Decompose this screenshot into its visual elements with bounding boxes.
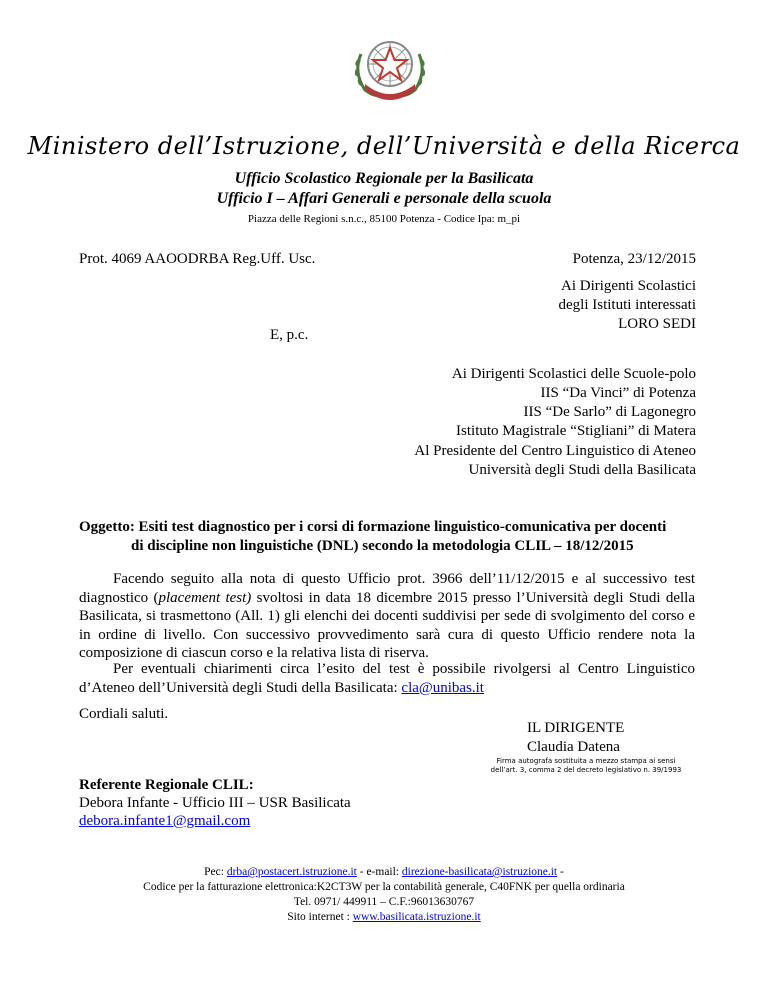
- recipient-line: LORO SEDI: [618, 316, 696, 332]
- greeting: Cordiali saluti.: [79, 706, 169, 722]
- body-paragraph-2: [79, 660, 695, 697]
- recipient-line: Ai Dirigenti Scolastici: [561, 278, 696, 294]
- footer-phone: Tel. 0971/ 449911 – C.F.:96013630767: [293, 896, 475, 908]
- recipients-group-2: [452, 365, 696, 441]
- referent-email-wrap: [79, 813, 250, 830]
- referent-heading: Referente Regionale CLIL:: [79, 777, 254, 793]
- footer-email-link[interactable]: direzione-basilicata@istruzione.it: [401, 866, 558, 878]
- recipient-line: IIS “De Sarlo” di Lagonegro: [523, 404, 696, 420]
- footer-site-label: Sito internet :: [287, 911, 353, 923]
- recipients-group-3: [414, 442, 696, 480]
- office-line-2: Ufficio I – Affari Generali e personale della scuola: [216, 190, 552, 207]
- protocol-number: Prot. 4069 AAOODRBA Reg.Uff. Usc.: [79, 251, 316, 267]
- p1-text-b: svoltosi in data 18 dicembre 2015 presso l’Università degli Studi della Basilicata, si trasmettono (All. 1) gli elenchi dei docenti suddivisi per sede di svolgimento del corso e in ordine di livello. Con successivo provvedimento sarà cura di questo Ufficio rendere nota la composizione di ciascun corso e la relativa lista di riserva.: [79, 589, 695, 661]
- footer-contacts: [0, 865, 768, 879]
- referent-email-link[interactable]: debora.infante1@gmail.com: [79, 813, 251, 829]
- emblem-ribbon-text: REPUBBLICA ITALIAN: [369, 82, 416, 97]
- signatory-title: IL DIRIGENTE: [527, 720, 625, 736]
- office-address: Piazza delle Regioni s.n.c., 85100 Potenza - Codice Ipa: m_pi: [247, 213, 521, 225]
- footer-pec-link[interactable]: drba@postacert.istruzione.it: [226, 866, 357, 878]
- footer-billing: Codice per la fatturazione elettronica:K2CT3W per la contabilità generale, C40FNK per quella ordinaria: [143, 881, 625, 893]
- subject-line-2: di discipline non linguistiche (DNL) secondo la metodologia CLIL – 18/12/2015: [131, 538, 634, 554]
- signature-note: [470, 757, 702, 775]
- subject: [79, 518, 699, 556]
- recipient-line: IIS “Da Vinci” di Potenza: [540, 385, 696, 401]
- signature-note-line-2: dell’art. 3, comma 2 del decreto legislativo n. 39/1993: [490, 766, 682, 774]
- cla-email-link[interactable]: cla@unibas.it: [401, 679, 484, 696]
- repubblica-italiana-emblem: [345, 28, 435, 108]
- ministry-name: Ministero dell’Istruzione, dell’Università e della Ricerca: [27, 132, 741, 160]
- signatory-name: Claudia Datena: [527, 739, 620, 755]
- subject-line-1: Oggetto: Esiti test diagnostico per i corsi di formazione linguistico-comunicativa per docenti: [79, 519, 667, 535]
- recipient-line: Istituto Magistrale “Stigliani” di Matera: [456, 423, 696, 439]
- p1-emphasis: placement test): [158, 589, 252, 606]
- footer-pec-label: Pec:: [204, 866, 227, 878]
- p2-text: Per eventuali chiarimenti circa l’esito del test è possibile rivolgersi al Centro Linguistico d’Ateneo dell’Università degli Studi della Basilicata:: [79, 661, 695, 696]
- office-line-1: Ufficio Scolastico Regionale per la Basilicata: [234, 170, 534, 187]
- p1-text-a: Facendo seguito alla nota di questo Ufficio prot. 3966 dell’11/12/2015 e al successivo test diagnostico (: [79, 571, 695, 606]
- recipient-line: degli Istituti interessati: [558, 297, 696, 313]
- cc-label: E, p.c.: [270, 327, 309, 343]
- recipient-line: Università degli Studi della Basilicata: [468, 462, 696, 478]
- document-date: Potenza, 23/12/2015: [572, 251, 696, 267]
- signature-note-line-1: Firma autografa sostituita a mezzo stampa ai sensi: [496, 757, 676, 765]
- footer-email-tail: -: [557, 866, 564, 878]
- footer-email-label: - e-mail:: [356, 866, 402, 878]
- body-paragraph-1: [79, 570, 695, 663]
- recipients-group-1: [559, 277, 696, 334]
- recipient-line: Al Presidente del Centro Linguistico di Ateneo: [414, 443, 696, 459]
- referent-name: Debora Infante - Ufficio III – USR Basilicata: [79, 795, 351, 811]
- recipient-line: Ai Dirigenti Scolastici delle Scuole-polo: [451, 366, 696, 382]
- footer-website: [0, 910, 768, 924]
- footer-site-link[interactable]: www.basilicata.istruzione.it: [352, 911, 481, 923]
